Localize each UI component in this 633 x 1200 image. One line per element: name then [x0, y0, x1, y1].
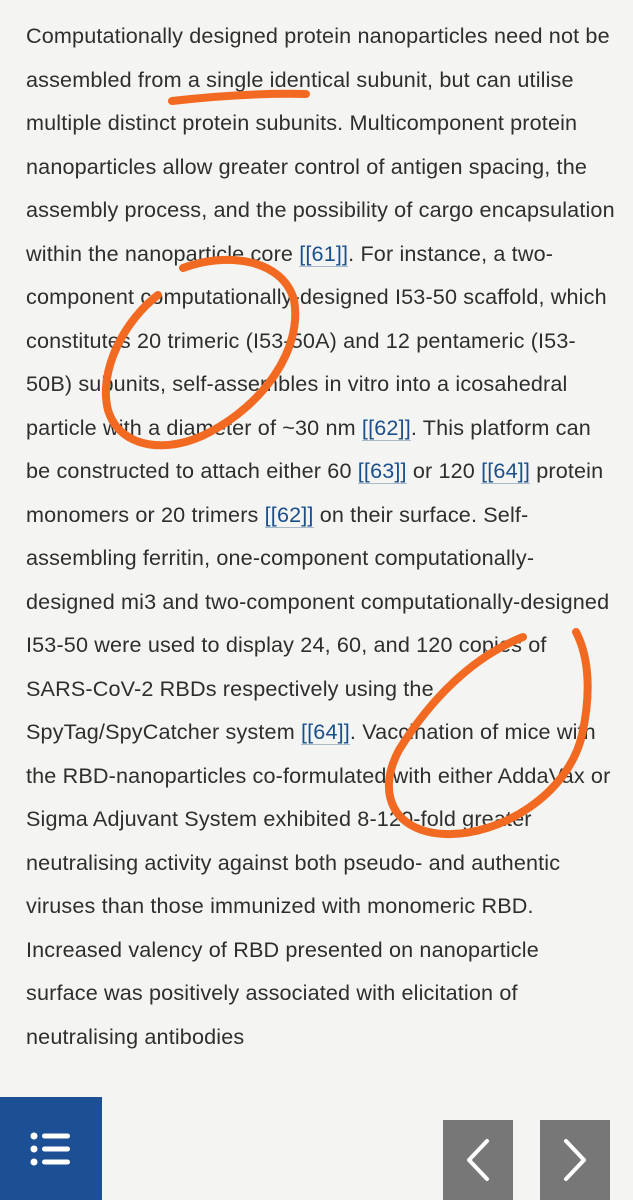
paragraph-text: Computationally designed protein nanoparticles need not be assembled from a single identical subunit, but can utilise multiple distinct protein subunits. Multicomponent protein nanoparticles allow greater control of antigen spacing, the assembly process, and the possibility of cargo encapsulation within the nanoparticle core	[26, 23, 615, 266]
citation-link[interactable]: [[64]]	[481, 458, 531, 483]
article-body	[26, 14, 616, 1058]
paragraph-text: . Vaccination of mice with the RBD-nanoparticles co-formulated with either AddaVax or Sigma Adjuvant System exhibited 8-120-fold greater neutralising activity against both pseudo- and authentic viruses than those immunized with monomeric RBD. Increased valency of RBD presented on nanoparticle surface was positively associated with elicitation of neutralising antibodies	[26, 719, 611, 1049]
citation-link[interactable]: [[61]]	[299, 240, 349, 266]
paragraph-text: or 120	[406, 458, 482, 483]
article-paragraph	[26, 14, 616, 1058]
next-page-button[interactable]	[540, 1120, 610, 1200]
table-of-contents-button[interactable]	[0, 1097, 102, 1200]
chevron-left-icon	[463, 1137, 493, 1183]
citation-link[interactable]: [[64]]	[300, 719, 350, 744]
chevron-right-icon	[560, 1137, 590, 1183]
list-icon	[29, 1131, 73, 1167]
previous-page-button[interactable]	[443, 1120, 513, 1200]
citation-link[interactable]: [[62]]	[361, 414, 411, 440]
citation-link[interactable]: [[63]]	[357, 458, 407, 483]
citation-link[interactable]: [[62]]	[264, 501, 314, 527]
paragraph-text: . This platform can be constructed to attach either 60	[26, 414, 591, 483]
paragraph-text: protein monomers or 20 trimers	[26, 458, 604, 527]
paragraph-text: . For instance, a two-component computationally-designed I53-50 scaffold, which constitutes 20 trimeric (I53-50A) and 12 pentameric (I53-50B) subunits, self-assembles in vitro into a icosahedral particle with a diameter of ~30 nm	[26, 240, 607, 440]
paragraph-text: on their surface. Self-assembling ferritin, one-component computationally-designed mi3 and two-component computationally-designed I53-50 were used to display 24, 60, and 120 copies of SARS-CoV-2 RBDs respectively using the SpyTag/SpyCatcher system	[26, 501, 610, 744]
